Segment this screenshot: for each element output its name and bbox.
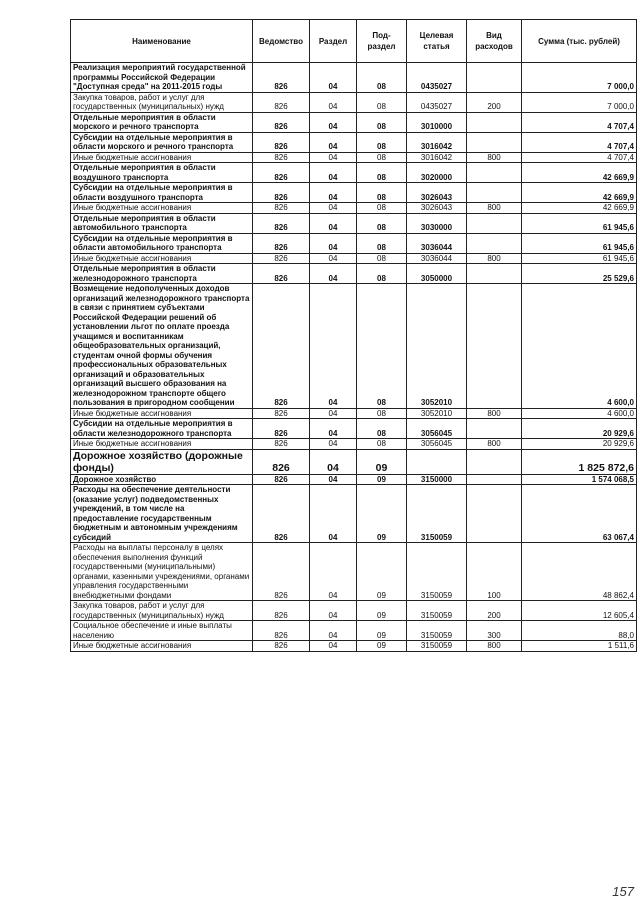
- cell-target: 3052010: [407, 408, 467, 419]
- cell-section: 04: [310, 63, 357, 93]
- page-mark: 157: [612, 884, 634, 899]
- cell-sum: 4 707,4: [522, 152, 637, 163]
- cell-name: Дорожное хозяйство: [71, 474, 253, 485]
- table-row: [71, 449, 637, 474]
- cell-name: Расходы на выплаты персоналу в целях обеспечения выполнения функций государственными (муниципальными) органами, казенными учреждениями, органами управления государственными внебюджетными фондами: [71, 543, 253, 601]
- cell-sum: 4 600,0: [522, 284, 637, 409]
- cell-subsection: 09: [357, 621, 407, 641]
- cell-section: 04: [310, 203, 357, 214]
- cell-name: Иные бюджетные ассигнования: [71, 253, 253, 264]
- cell-target: 3030000: [407, 213, 467, 233]
- cell-target: [407, 449, 467, 474]
- cell-dept: 826: [253, 408, 310, 419]
- cell-dept: 826: [253, 474, 310, 485]
- cell-dept: 826: [253, 92, 310, 112]
- cell-subsection: 08: [357, 152, 407, 163]
- cell-sum: 1 511,6: [522, 641, 637, 652]
- table-row: [71, 183, 637, 203]
- cell-subsection: 08: [357, 264, 407, 284]
- cell-target: 3150059: [407, 641, 467, 652]
- header-row: [71, 20, 637, 63]
- cell-dept: 826: [253, 601, 310, 621]
- cell-type: 300: [467, 621, 522, 641]
- cell-name: Иные бюджетные ассигнования: [71, 408, 253, 419]
- cell-section: 04: [310, 264, 357, 284]
- cell-section: 04: [310, 132, 357, 152]
- cell-target: 3056045: [407, 419, 467, 439]
- header-target: Целевая статья: [407, 20, 467, 63]
- cell-dept: 826: [253, 163, 310, 183]
- cell-sum: 4 707,4: [522, 112, 637, 132]
- table-row: [71, 485, 637, 543]
- cell-sum: 61 945,6: [522, 253, 637, 264]
- table-row: [71, 112, 637, 132]
- cell-dept: 826: [253, 112, 310, 132]
- cell-type: [467, 419, 522, 439]
- cell-target: 3010000: [407, 112, 467, 132]
- header-name: Наименование: [71, 20, 253, 63]
- cell-sum: 7 000,0: [522, 63, 637, 93]
- cell-sum: 61 945,6: [522, 213, 637, 233]
- cell-sum: 42 669,9: [522, 203, 637, 214]
- table-row: [71, 233, 637, 253]
- table-row: [71, 641, 637, 652]
- cell-sum: 42 669,9: [522, 163, 637, 183]
- cell-section: 04: [310, 152, 357, 163]
- cell-target: 3026043: [407, 203, 467, 214]
- cell-subsection: 09: [357, 485, 407, 543]
- cell-section: 04: [310, 543, 357, 601]
- cell-target: 0435027: [407, 92, 467, 112]
- cell-type: [467, 63, 522, 93]
- cell-type: 100: [467, 543, 522, 601]
- header-dept: Ведомство: [253, 20, 310, 63]
- table-row: [71, 92, 637, 112]
- cell-type: [467, 132, 522, 152]
- cell-sum: 4 707,4: [522, 132, 637, 152]
- cell-section: 04: [310, 408, 357, 419]
- cell-target: 3150059: [407, 621, 467, 641]
- table-row: [71, 439, 637, 450]
- cell-sum: 7 000,0: [522, 92, 637, 112]
- cell-sum: 25 529,6: [522, 264, 637, 284]
- cell-type: [467, 449, 522, 474]
- table-row: [71, 543, 637, 601]
- cell-name: Отдельные мероприятия в области воздушного транспорта: [71, 163, 253, 183]
- cell-subsection: 09: [357, 449, 407, 474]
- cell-subsection: 09: [357, 601, 407, 621]
- header-sum: Сумма (тыс. рублей): [522, 20, 637, 63]
- cell-target: 3050000: [407, 264, 467, 284]
- table-row: [71, 264, 637, 284]
- cell-type: 800: [467, 152, 522, 163]
- cell-subsection: 09: [357, 474, 407, 485]
- cell-subsection: 09: [357, 641, 407, 652]
- cell-type: 200: [467, 601, 522, 621]
- cell-sum: 4 600,0: [522, 408, 637, 419]
- cell-type: [467, 213, 522, 233]
- cell-subsection: 08: [357, 408, 407, 419]
- header-type: Вид расходов: [467, 20, 522, 63]
- cell-target: 3052010: [407, 284, 467, 409]
- cell-type: [467, 264, 522, 284]
- cell-name: Отдельные мероприятия в области железнодорожного транспорта: [71, 264, 253, 284]
- cell-sum: 20 929,6: [522, 419, 637, 439]
- table-row: [71, 213, 637, 233]
- cell-section: 04: [310, 112, 357, 132]
- cell-subsection: 08: [357, 419, 407, 439]
- table-row: [71, 474, 637, 485]
- cell-type: [467, 485, 522, 543]
- cell-name: Расходы на обеспечение деятельности (оказание услуг) подведомственных учреждений, в том числе на предоставление государственным бюджетным и автономным учреждениям субсидий: [71, 485, 253, 543]
- cell-type: [467, 474, 522, 485]
- cell-name: Отдельные мероприятия в области автомобильного транспорта: [71, 213, 253, 233]
- cell-dept: 826: [253, 284, 310, 409]
- cell-dept: 826: [253, 419, 310, 439]
- cell-dept: 826: [253, 449, 310, 474]
- table-row: [71, 601, 637, 621]
- cell-dept: 826: [253, 132, 310, 152]
- cell-section: 04: [310, 419, 357, 439]
- cell-name: Отдельные мероприятия в области морского и речного транспорта: [71, 112, 253, 132]
- cell-target: 3150059: [407, 485, 467, 543]
- cell-target: 3150059: [407, 601, 467, 621]
- table-row: [71, 163, 637, 183]
- cell-name: Дорожное хозяйство (дорожные фонды): [71, 449, 253, 474]
- cell-sum: 88,0: [522, 621, 637, 641]
- cell-name: Субсидии на отдельные мероприятия в области железнодорожного транспорта: [71, 419, 253, 439]
- cell-target: 3016042: [407, 132, 467, 152]
- cell-sum: 61 945,6: [522, 233, 637, 253]
- cell-type: [467, 163, 522, 183]
- cell-dept: 826: [253, 439, 310, 450]
- cell-target: 3020000: [407, 163, 467, 183]
- cell-subsection: 08: [357, 63, 407, 93]
- cell-name: Социальное обеспечение и иные выплаты населению: [71, 621, 253, 641]
- cell-section: 04: [310, 183, 357, 203]
- cell-dept: 826: [253, 203, 310, 214]
- cell-dept: 826: [253, 213, 310, 233]
- cell-subsection: 08: [357, 112, 407, 132]
- cell-section: 04: [310, 601, 357, 621]
- header-subsection: Под-раздел: [357, 20, 407, 63]
- cell-name: Закупка товаров, работ и услуг для государственных (муниципальных) нужд: [71, 601, 253, 621]
- cell-dept: 826: [253, 543, 310, 601]
- table-row: [71, 203, 637, 214]
- cell-dept: 826: [253, 183, 310, 203]
- cell-name: Реализация мероприятий государственной программы Российской Федерации "Доступная среда" на 2011-2015 годы: [71, 63, 253, 93]
- cell-subsection: 08: [357, 203, 407, 214]
- cell-dept: 826: [253, 253, 310, 264]
- cell-target: 3026043: [407, 183, 467, 203]
- cell-name: Иные бюджетные ассигнования: [71, 152, 253, 163]
- cell-subsection: 08: [357, 233, 407, 253]
- table-row: [71, 132, 637, 152]
- cell-subsection: 08: [357, 253, 407, 264]
- cell-type: 800: [467, 408, 522, 419]
- cell-target: 3016042: [407, 152, 467, 163]
- cell-name: Иные бюджетные ассигнования: [71, 641, 253, 652]
- cell-type: [467, 112, 522, 132]
- table-row: [71, 253, 637, 264]
- cell-type: [467, 183, 522, 203]
- cell-section: 04: [310, 449, 357, 474]
- table-row: [71, 408, 637, 419]
- cell-section: 04: [310, 233, 357, 253]
- cell-dept: 826: [253, 641, 310, 652]
- cell-type: 800: [467, 253, 522, 264]
- cell-sum: 48 862,4: [522, 543, 637, 601]
- cell-name: Субсидии на отдельные мероприятия в области морского и речного транспорта: [71, 132, 253, 152]
- cell-dept: 826: [253, 264, 310, 284]
- cell-target: 3036044: [407, 233, 467, 253]
- table-row: [71, 63, 637, 93]
- cell-section: 04: [310, 213, 357, 233]
- cell-name: Иные бюджетные ассигнования: [71, 439, 253, 450]
- cell-section: 04: [310, 641, 357, 652]
- cell-subsection: 09: [357, 543, 407, 601]
- cell-section: 04: [310, 439, 357, 450]
- cell-section: 04: [310, 92, 357, 112]
- table-row: [71, 419, 637, 439]
- cell-subsection: 08: [357, 92, 407, 112]
- cell-type: [467, 233, 522, 253]
- cell-name: Субсидии на отдельные мероприятия в области воздушного транспорта: [71, 183, 253, 203]
- cell-sum: 12 605,4: [522, 601, 637, 621]
- cell-name: Закупка товаров, работ и услуг для государственных (муниципальных) нужд: [71, 92, 253, 112]
- cell-type: 800: [467, 439, 522, 450]
- cell-name: Иные бюджетные ассигнования: [71, 203, 253, 214]
- cell-sum: 1 825 872,6: [522, 449, 637, 474]
- cell-section: 04: [310, 621, 357, 641]
- cell-name: Субсидии на отдельные мероприятия в области автомобильного транспорта: [71, 233, 253, 253]
- cell-subsection: 08: [357, 132, 407, 152]
- cell-target: 0435027: [407, 63, 467, 93]
- cell-section: 04: [310, 485, 357, 543]
- table-row: [71, 152, 637, 163]
- table-row: [71, 284, 637, 409]
- cell-section: 04: [310, 474, 357, 485]
- cell-subsection: 08: [357, 284, 407, 409]
- cell-type: 200: [467, 92, 522, 112]
- cell-sum: 63 067,4: [522, 485, 637, 543]
- cell-sum: 42 669,9: [522, 183, 637, 203]
- cell-sum: 1 574 068,5: [522, 474, 637, 485]
- cell-dept: 826: [253, 485, 310, 543]
- cell-section: 04: [310, 284, 357, 409]
- cell-subsection: 08: [357, 183, 407, 203]
- header-section: Раздел: [310, 20, 357, 63]
- cell-type: [467, 284, 522, 409]
- cell-dept: 826: [253, 621, 310, 641]
- cell-section: 04: [310, 163, 357, 183]
- cell-subsection: 08: [357, 213, 407, 233]
- cell-subsection: 08: [357, 439, 407, 450]
- cell-target: 3150059: [407, 543, 467, 601]
- table-row: [71, 621, 637, 641]
- cell-target: 3036044: [407, 253, 467, 264]
- cell-target: 3150000: [407, 474, 467, 485]
- cell-target: 3056045: [407, 439, 467, 450]
- cell-type: 800: [467, 641, 522, 652]
- cell-subsection: 08: [357, 163, 407, 183]
- cell-sum: 20 929,6: [522, 439, 637, 450]
- cell-type: 800: [467, 203, 522, 214]
- cell-dept: 826: [253, 63, 310, 93]
- cell-name: Возмещение недополученных доходов организаций железнодорожного транспорта в связи с принятием субъектами Российской Федерации решений об установлении льгот по оплате проезда учащимся и воспитанникам общеобразовательных организаций, студентам очной формы обучения профессиональных образовательных организаций и образовательных организаций высшего образования на железнодорожном транспорте общего пользования в пригородном сообщении: [71, 284, 253, 409]
- cell-section: 04: [310, 253, 357, 264]
- budget-table: [70, 19, 637, 652]
- cell-dept: 826: [253, 152, 310, 163]
- cell-dept: 826: [253, 233, 310, 253]
